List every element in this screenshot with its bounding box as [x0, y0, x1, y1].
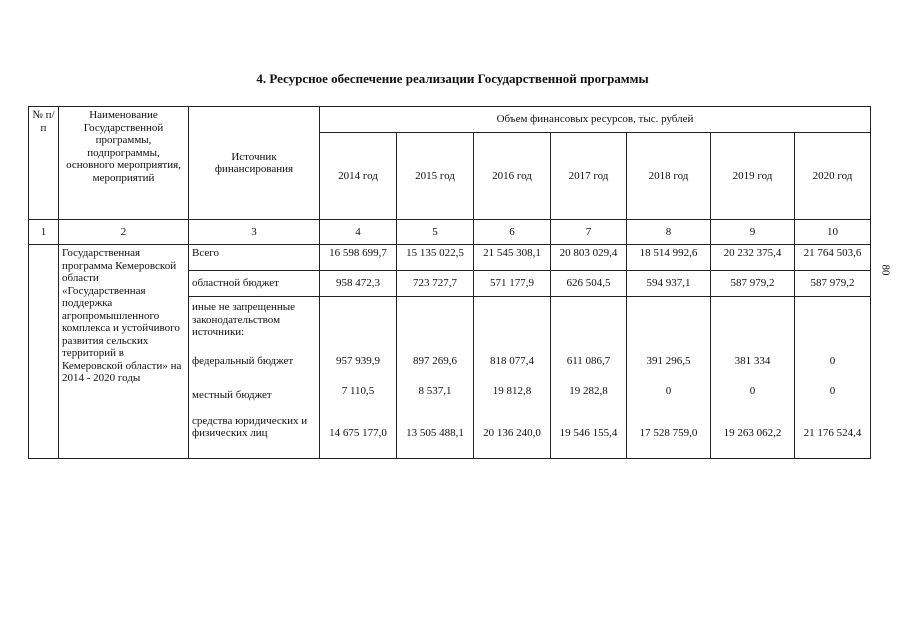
column-number: 7 — [551, 220, 627, 245]
value-cell: 0 — [795, 353, 871, 383]
value-cell: 19 546 155,4 — [551, 413, 627, 459]
resource-table — [28, 106, 871, 459]
value-cell: 21 176 524,4 — [795, 413, 871, 459]
header-year: 2019 год — [711, 133, 795, 220]
value-cell: 19 263 062,2 — [711, 413, 795, 459]
source-cell: федеральный бюджет — [189, 353, 320, 383]
column-number: 8 — [627, 220, 711, 245]
value-cell: 15 135 022,5 — [397, 245, 474, 271]
value-cell: 587 979,2 — [711, 271, 795, 297]
column-number: 4 — [320, 220, 397, 245]
header-year: 2016 год — [474, 133, 551, 220]
value-cell: 381 334 — [711, 353, 795, 383]
column-number-row — [29, 220, 871, 245]
value-cell: 958 472,3 — [320, 271, 397, 297]
source-cell: областной бюджет — [189, 271, 320, 297]
program-name: Государственная программа Кемеровской области «Государственная поддержка агропромышленного комплекса и устойчивого развития сельских территорий в Кемеровской области» на 2014 - 2020 годы — [59, 245, 189, 459]
value-cell: 626 504,5 — [551, 271, 627, 297]
value-cell: 391 296,5 — [627, 353, 711, 383]
header-year: 2014 год — [320, 133, 397, 220]
value-cell: 0 — [627, 383, 711, 413]
value-cell — [397, 297, 474, 353]
value-cell — [795, 297, 871, 353]
value-cell: 7 110,5 — [320, 383, 397, 413]
source-cell: местный бюджет — [189, 383, 320, 413]
value-cell: 21 545 308,1 — [474, 245, 551, 271]
value-cell: 18 514 992,6 — [627, 245, 711, 271]
page-number: 80 — [879, 264, 892, 276]
value-cell: 17 528 759,0 — [627, 413, 711, 459]
value-cell: 571 177,9 — [474, 271, 551, 297]
table-row — [29, 245, 871, 271]
value-cell: 897 269,6 — [397, 353, 474, 383]
value-cell: 21 764 503,6 — [795, 245, 871, 271]
value-cell: 611 086,7 — [551, 353, 627, 383]
value-cell: 14 675 177,0 — [320, 413, 397, 459]
header-num: № п/п — [29, 107, 59, 220]
column-number: 5 — [397, 220, 474, 245]
source-cell: иные не запрещенные законодательством источники: — [189, 297, 320, 353]
column-number: 10 — [795, 220, 871, 245]
value-cell: 594 937,1 — [627, 271, 711, 297]
header-year: 2017 год — [551, 133, 627, 220]
value-cell: 13 505 488,1 — [397, 413, 474, 459]
column-number: 1 — [29, 220, 59, 245]
column-number: 9 — [711, 220, 795, 245]
value-cell: 8 537,1 — [397, 383, 474, 413]
value-cell: 957 939,9 — [320, 353, 397, 383]
header-year: 2015 год — [397, 133, 474, 220]
value-cell: 19 812,8 — [474, 383, 551, 413]
source-cell: Всего — [189, 245, 320, 271]
value-cell: 16 598 699,7 — [320, 245, 397, 271]
value-cell — [320, 297, 397, 353]
value-cell — [627, 297, 711, 353]
value-cell — [711, 297, 795, 353]
program-num — [29, 245, 59, 459]
column-number: 6 — [474, 220, 551, 245]
value-cell: 587 979,2 — [795, 271, 871, 297]
header-year: 2018 год — [627, 133, 711, 220]
value-cell — [474, 297, 551, 353]
header-year: 2020 год — [795, 133, 871, 220]
header-row-1 — [29, 107, 871, 133]
header-name: Наименование Государственной программы, подпрограммы, основного мероприятия, мероприятий — [59, 107, 189, 220]
value-cell: 20 136 240,0 — [474, 413, 551, 459]
value-cell: 0 — [711, 383, 795, 413]
value-cell: 0 — [795, 383, 871, 413]
value-cell — [551, 297, 627, 353]
value-cell: 723 727,7 — [397, 271, 474, 297]
value-cell: 20 803 029,4 — [551, 245, 627, 271]
value-cell: 818 077,4 — [474, 353, 551, 383]
header-source: Источник финансирования — [189, 107, 320, 220]
header-volume: Объем финансовых ресурсов, тыс. рублей — [320, 107, 871, 133]
column-number: 3 — [189, 220, 320, 245]
value-cell: 20 232 375,4 — [711, 245, 795, 271]
value-cell: 19 282,8 — [551, 383, 627, 413]
source-cell: средства юридических и физических лиц — [189, 413, 320, 459]
column-number: 2 — [59, 220, 189, 245]
page-title: 4. Ресурсное обеспечение реализации Государственной программы — [256, 71, 649, 86]
